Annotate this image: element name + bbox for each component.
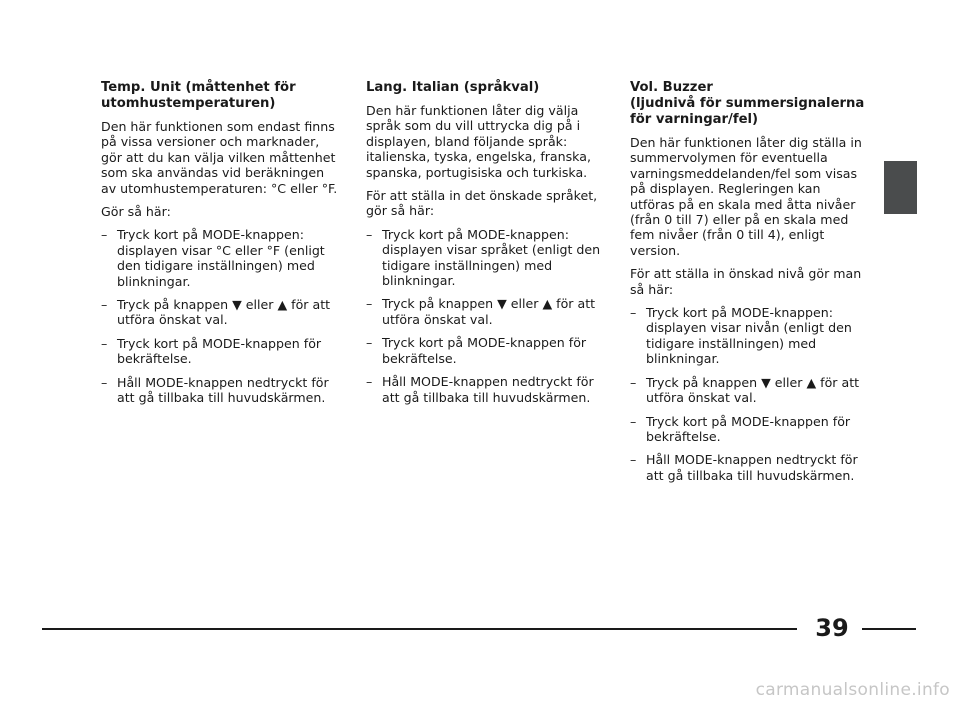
step-text: Håll MODE-knappen nedtryckt för att gå tillbaka till huvudskärmen. <box>382 374 594 405</box>
dash-marker: – <box>366 296 373 312</box>
dash-marker: – <box>101 335 108 351</box>
paragraph: Den här funktionen låter dig ställa in summervolymen för eventuella varningsmeddelanden/fel som visas på displayen. Regleringen kan utföras på en skala med åtta nivåer (från 0 till 7) eller på en skala med fem nivåer (från 0 till 4), enligt version. <box>630 135 862 258</box>
step-text: Tryck på knappen ▼ eller ▲ för att utföra önskat val. <box>117 297 331 328</box>
step-text: Tryck kort på MODE-knappen för bekräftelse. <box>646 413 851 444</box>
column-volume-buzzer <box>630 80 868 491</box>
list-item <box>630 414 868 445</box>
page-number: 39 <box>815 614 849 642</box>
list-item <box>101 297 339 328</box>
dash-marker: – <box>101 374 108 390</box>
footer-rule-left <box>42 628 797 630</box>
list-item <box>366 296 604 327</box>
list-item <box>101 227 339 289</box>
column-language <box>366 80 604 413</box>
footer-rule-right <box>862 628 916 630</box>
step-text: Tryck kort på MODE-knappen: displayen visar °C eller °F (enligt den tidigare inställningen) med blinkningar. <box>117 227 325 289</box>
section-heading <box>630 80 868 128</box>
dash-marker: – <box>630 305 637 321</box>
paragraph: Gör så här: <box>101 204 171 220</box>
dash-marker: – <box>101 297 108 313</box>
dash-marker: – <box>366 335 373 351</box>
list-item <box>630 375 868 406</box>
paragraph: Den här funktionen låter dig välja språk som du vill uttrycka dig på i displayen, bland följande språk: italienska, tyska, engelska, franska, spanska, portugisiska och turkiska. <box>366 103 591 180</box>
step-text: Tryck kort på MODE-knappen: displayen visar språket (enligt den tidigare inställningen) med blinkningar. <box>382 226 601 289</box>
list-item <box>101 336 339 367</box>
list-item <box>366 335 604 366</box>
step-text: Tryck på knappen ▼ eller ▲ för att utföra önskat val. <box>646 374 860 406</box>
step-text: Tryck på knappen ▼ eller ▲ för att utföra önskat val. <box>382 296 596 327</box>
paragraph: För att ställa in det önskade språket, gör så här: <box>366 188 598 219</box>
list-item <box>101 375 339 406</box>
dash-marker: – <box>630 413 637 429</box>
list-item <box>366 374 604 405</box>
heading-line: Lang. Italian (språkval) <box>366 80 540 95</box>
paragraph: Den här funktionen som endast finns på vissa versioner och marknader, gör att du kan välja vilken måttenhet som ska användas vid beräkningen av utomhustemperaturen: °C eller °F. <box>101 119 338 196</box>
step-text: Håll MODE-knappen nedtryckt för att gå tillbaka till huvudskärmen. <box>117 374 329 406</box>
list-item <box>630 305 868 367</box>
step-text: Tryck kort på MODE-knappen: displayen visar nivån (enligt den tidigare inställningen) med blinkningar. <box>646 305 852 367</box>
paragraph: För att ställa in önskad nivå gör man så här: <box>630 266 862 297</box>
dash-marker: – <box>366 374 373 390</box>
section-heading <box>101 80 339 112</box>
heading-line: utomhustemperaturen) <box>101 96 276 111</box>
step-text: Håll MODE-knappen nedtryckt för att gå tillbaka till huvudskärmen. <box>646 452 858 483</box>
heading-line: för varningar/fel) <box>630 112 759 127</box>
watermark: carmanualsonline.info <box>755 680 950 700</box>
list-item <box>366 227 604 289</box>
dash-marker: – <box>630 374 637 390</box>
dash-marker: – <box>630 452 637 468</box>
section-tab-marker <box>884 161 917 214</box>
section-heading <box>366 80 604 96</box>
step-list <box>630 305 868 483</box>
step-text: Tryck kort på MODE-knappen för bekräftelse. <box>382 335 587 366</box>
heading-line: (ljudnivå för summersignalerna <box>630 96 865 111</box>
heading-line: Temp. Unit (måttenhet för <box>101 80 296 95</box>
dash-marker: – <box>101 227 108 243</box>
column-temp-unit <box>101 80 339 414</box>
dash-marker: – <box>366 226 373 242</box>
step-list <box>101 227 339 405</box>
step-list <box>366 227 604 405</box>
heading-line: Vol. Buzzer <box>630 80 713 95</box>
list-item <box>630 452 868 483</box>
step-text: Tryck kort på MODE-knappen för bekräftelse. <box>117 335 322 367</box>
